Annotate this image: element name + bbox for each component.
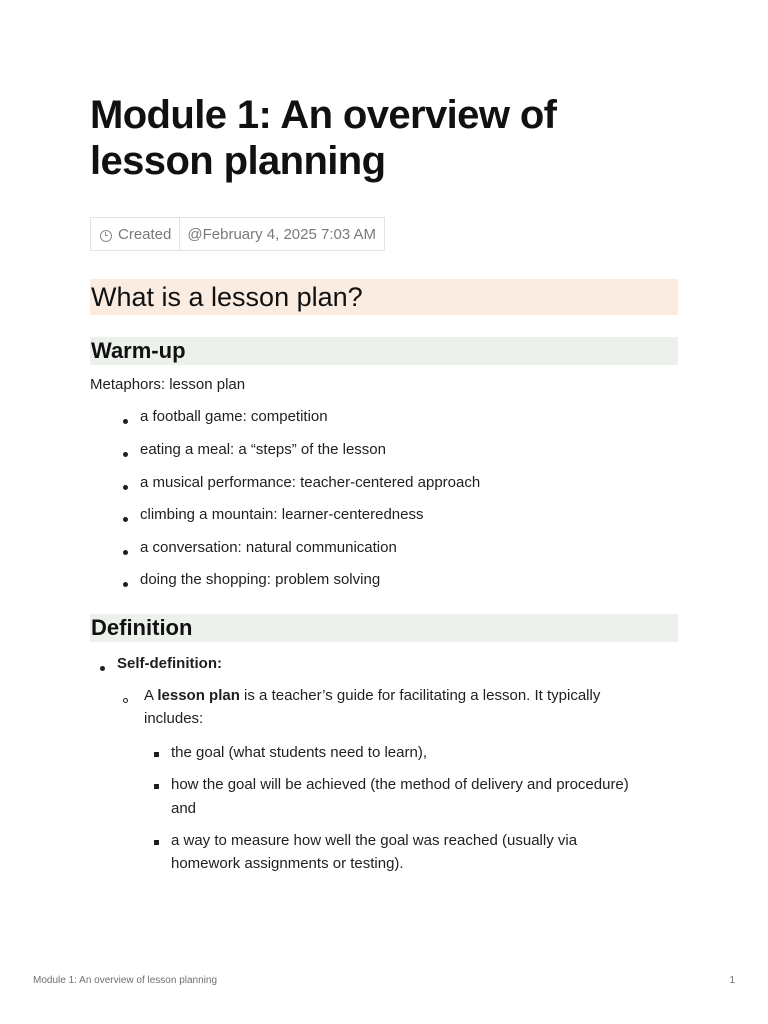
created-label: Created: [118, 225, 172, 243]
heading-definition: Definition: [90, 614, 678, 642]
bullet-icon: [123, 517, 128, 522]
section-heading-what-is: What is a lesson plan?: [90, 279, 678, 315]
bullet-icon: [100, 666, 105, 671]
created-property-key: [91, 218, 180, 250]
page-title: Module 1: An overview of lesson planning: [90, 93, 557, 183]
square-bullet-icon: [154, 840, 159, 845]
definition-text-line1: A lesson plan is a teacher’s guide for facilitating a lesson. It typically: [144, 687, 601, 704]
bullet-icon: [123, 485, 128, 490]
warmup-intro: Metaphors: lesson plan: [90, 376, 246, 393]
bullet-icon: [123, 582, 128, 587]
square-bullet-icon: [154, 784, 159, 789]
square-bullet-icon: [154, 752, 159, 757]
bullet-icon: [123, 452, 128, 457]
bullet-icon: [123, 550, 128, 555]
clock-icon: [100, 230, 112, 242]
circle-bullet-icon: [123, 698, 128, 703]
properties-row: [90, 217, 385, 251]
definition-text-line2: includes:: [144, 710, 204, 727]
created-property-value[interactable]: @February 4, 2025 7:03 AM: [187, 225, 377, 243]
footer-page-number: 1: [729, 975, 735, 986]
footer-title: Module 1: An overview of lesson planning: [33, 975, 218, 986]
heading-warm-up: Warm-up: [90, 337, 678, 365]
bullet-icon: [123, 419, 128, 424]
